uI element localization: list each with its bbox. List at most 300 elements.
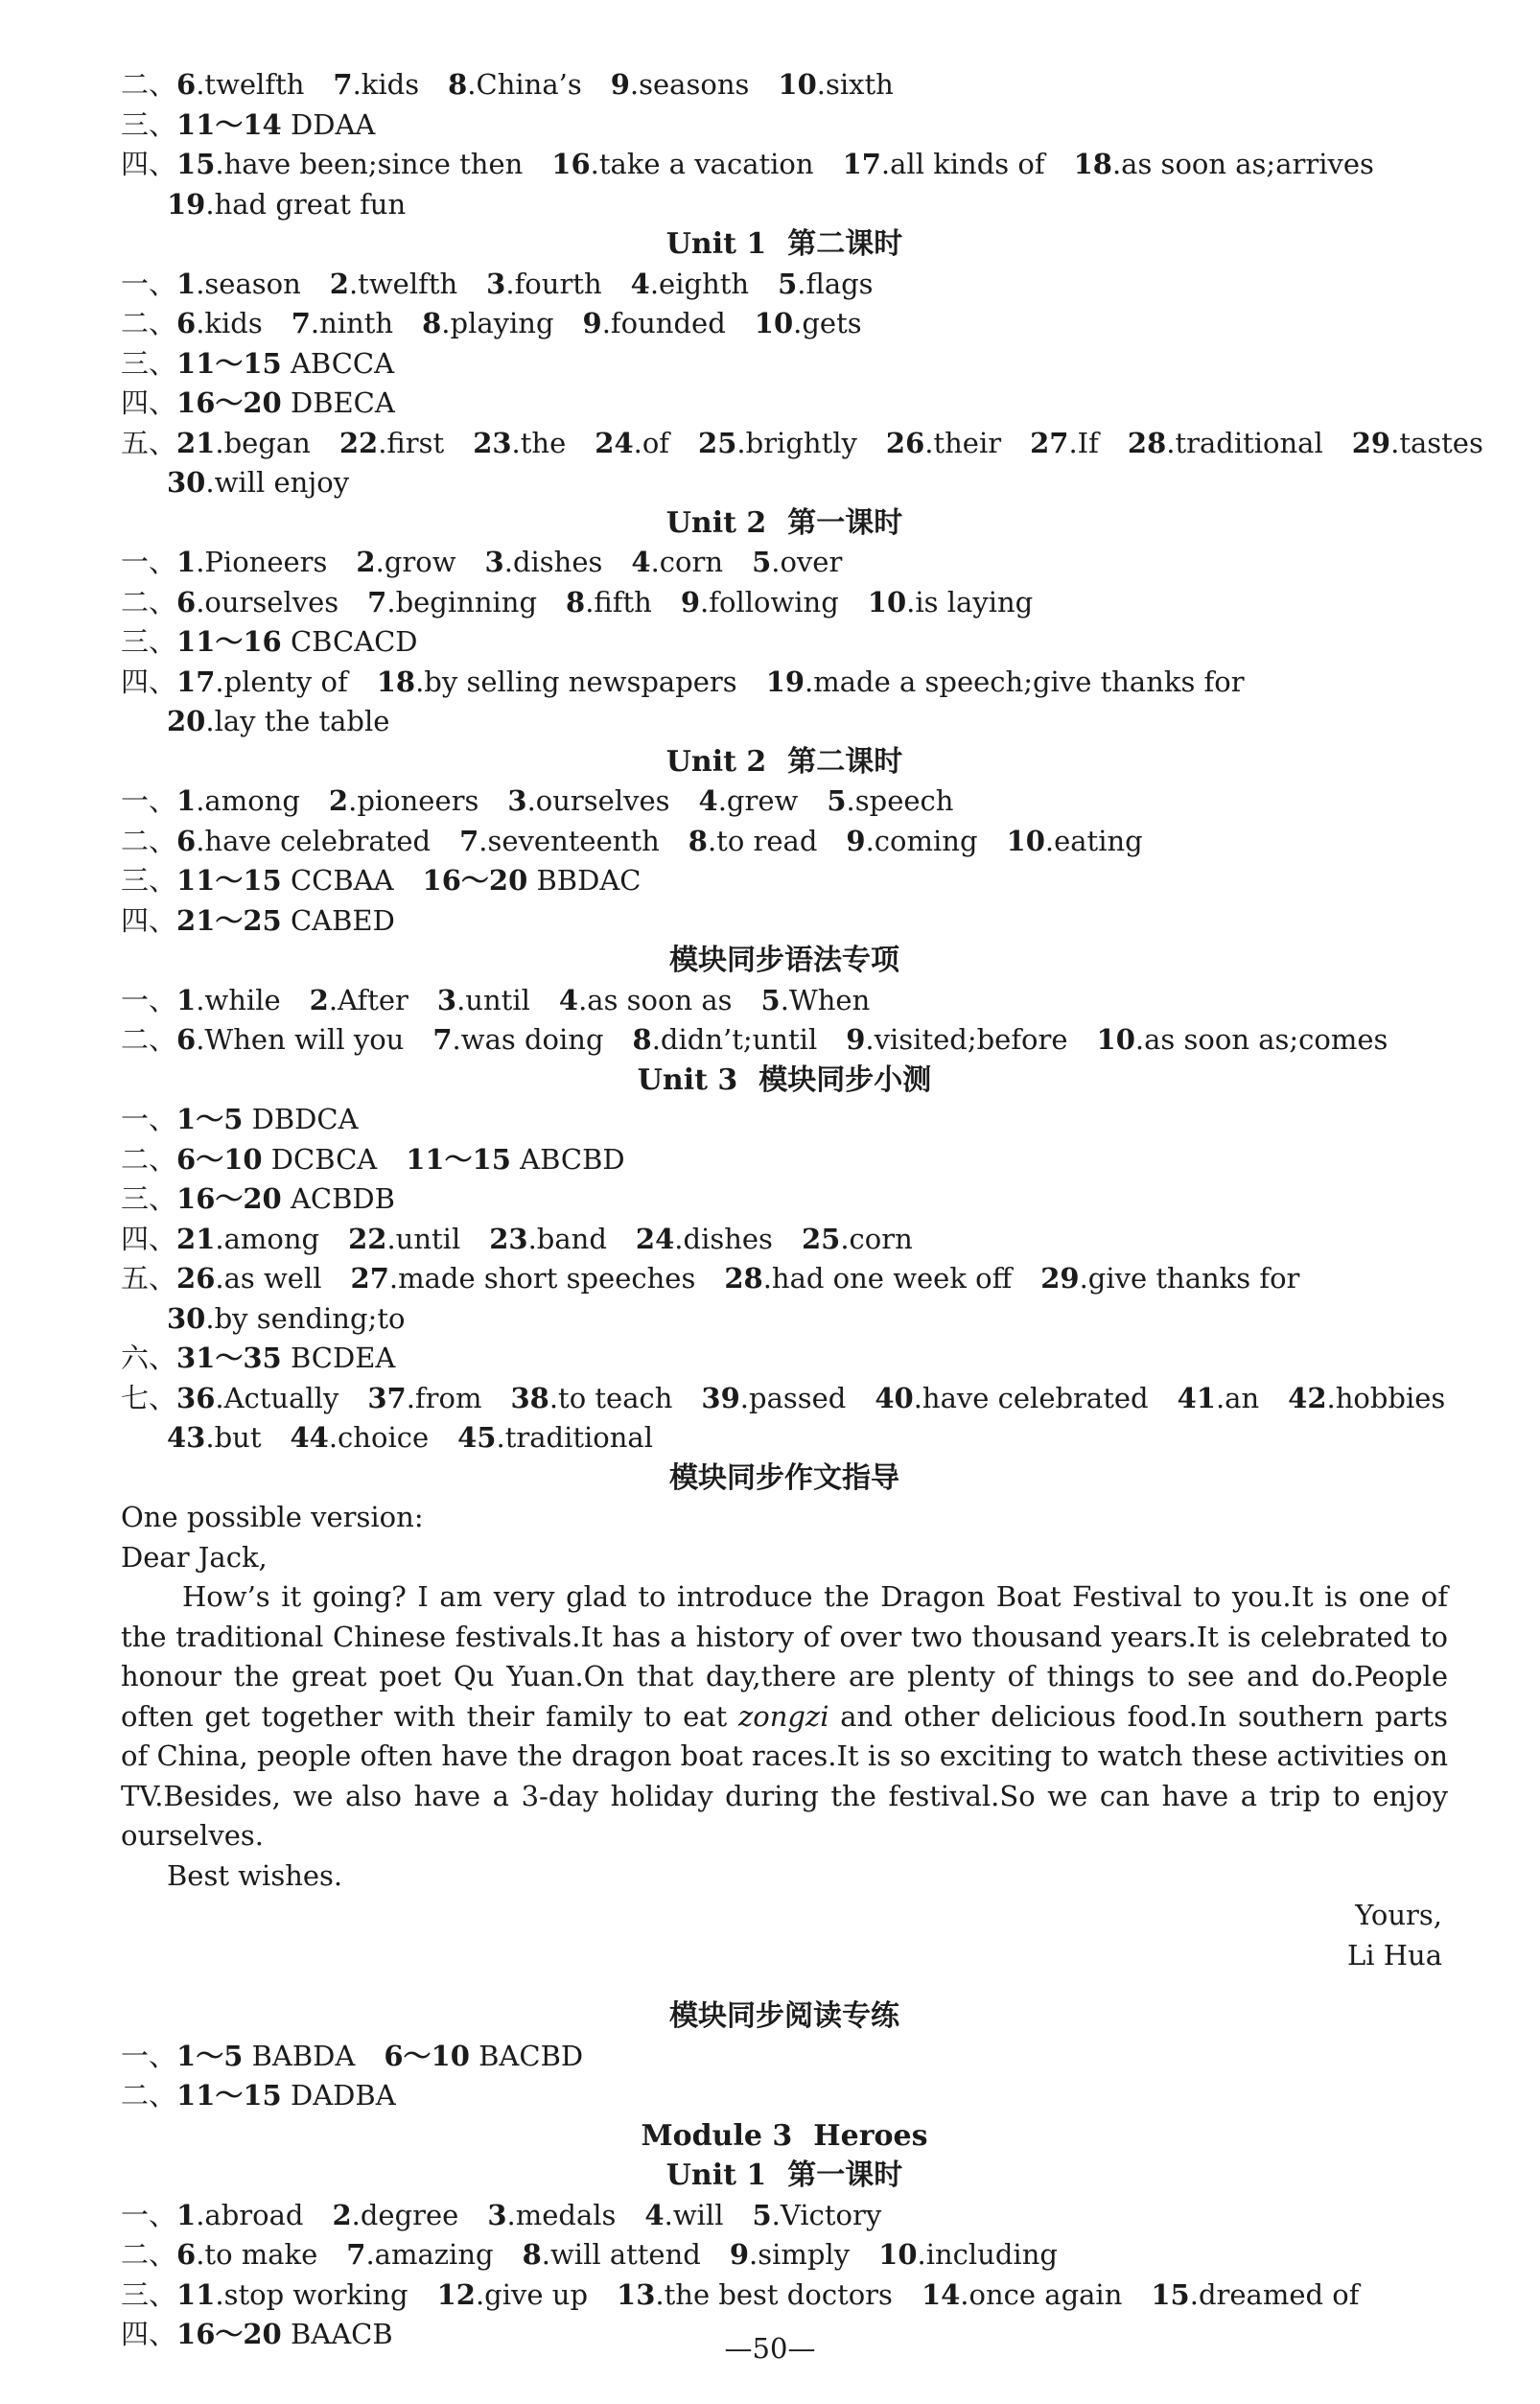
question-number: 31～35 xyxy=(176,1342,282,1374)
question-number: 27 xyxy=(1030,426,1069,459)
question-number: 22 xyxy=(338,426,379,459)
question-number: 18 xyxy=(376,665,416,698)
question-number: 4 xyxy=(558,983,579,1016)
question-number: 17 xyxy=(842,148,881,180)
section-heading: Unit 1 第二课时 xyxy=(665,227,903,261)
section-marker: 二、 xyxy=(121,824,177,857)
question-number: 1 xyxy=(176,2198,197,2231)
answer-item: 3.medals xyxy=(487,2198,617,2231)
answer-item: 14.once again xyxy=(921,2277,1123,2311)
section-marker: 三、 xyxy=(121,2277,177,2311)
answer-item: 8.China’s xyxy=(448,68,582,101)
answer-item: 1.Pioneers xyxy=(176,546,328,578)
question-number: 7 xyxy=(432,1023,453,1056)
answer-item: 6.twelfth xyxy=(176,68,305,101)
question-number: 2 xyxy=(309,983,329,1016)
answer-item: 1～5 BABDA xyxy=(176,2039,356,2072)
answer-item: 5.Victory xyxy=(752,2198,882,2231)
answer-line xyxy=(121,1538,1448,1578)
answer-item: 15.have been;since then xyxy=(176,148,524,180)
answer-item: 7.beginning xyxy=(367,585,538,619)
answer-item: 42.hobbies xyxy=(1288,1381,1446,1414)
answer-item: 21.among xyxy=(176,1222,320,1255)
question-number: 9 xyxy=(582,307,602,339)
answer-line xyxy=(121,1299,1448,1340)
answer-item: 18.as soon as;arrives xyxy=(1073,148,1374,180)
answer-item: 16～20 BBDAC xyxy=(422,864,642,897)
answer-item: 45.traditional xyxy=(457,1421,653,1454)
question-number: 30 xyxy=(167,1301,206,1335)
question-number: 9 xyxy=(680,585,701,619)
answer-line xyxy=(121,265,1448,305)
answer-item: 24.dishes xyxy=(635,1222,773,1255)
section-heading: Unit 3 模块同步小测 xyxy=(637,1062,932,1097)
question-number: 24 xyxy=(595,426,634,459)
question-number: 5 xyxy=(760,983,781,1016)
question-number: 3 xyxy=(436,983,457,1016)
answer-line xyxy=(121,981,1448,1021)
essay-paragraph: How’s it going? I am very glad to introduce the Dragon Boat Festival to you.It is one of the traditional Chinese festivals.It has a history of over two thousand years.It is celebrated to honour the great poet Qu Yuan.On that day,there are plenty of things to see and do.People often get together with their family to eat zongzi and other delicious food.In southern parts of China, people often have the dragon boat races.It is so exciting to watch these activities on TV.Besides, we also have a 3-day holiday during the festival.So we can have a trip to enjoy ourselves. xyxy=(121,1580,1448,1852)
answer-item: 5.flags xyxy=(778,267,874,300)
answer-item: 8.fifth xyxy=(566,585,652,619)
question-number: 28 xyxy=(1127,426,1167,459)
answer-item: 6.have celebrated xyxy=(176,824,432,857)
question-number: 6 xyxy=(176,585,197,619)
answer-item: 20.lay the table xyxy=(167,705,390,737)
question-number: 26 xyxy=(885,426,925,459)
answer-line xyxy=(121,1100,1448,1140)
question-number: 16～20 xyxy=(422,864,528,897)
question-number: 11～14 xyxy=(176,107,282,141)
question-number: 8 xyxy=(522,2238,542,2271)
answer-item: 6～10 BACBD xyxy=(384,2039,584,2072)
answer-item: 19.had great fun xyxy=(167,187,407,221)
section-marker: 一、 xyxy=(121,267,177,300)
question-number: 8 xyxy=(422,307,442,339)
answer-item: 2.degree xyxy=(332,2198,459,2231)
section-marker: 一、 xyxy=(121,983,177,1016)
answer-item: 28.traditional xyxy=(1127,426,1323,459)
answer-item: 18.by selling newspapers xyxy=(376,665,737,698)
answer-item: 9.seasons xyxy=(610,68,750,101)
question-number: 26 xyxy=(176,1262,216,1295)
answer-line xyxy=(121,1140,1448,1180)
answer-item: 5.speech xyxy=(827,784,954,817)
answer-item: 16～20 DBECA xyxy=(176,386,395,419)
answer-item: 29.give thanks for xyxy=(1040,1262,1300,1295)
answer-item: 7.seventeenth xyxy=(459,824,660,857)
answer-item: 10.eating xyxy=(1006,824,1143,857)
answer-item: 4.grew xyxy=(698,784,799,817)
answer-item: 5.When xyxy=(760,983,871,1016)
question-number: 11～15 xyxy=(176,346,282,380)
section-marker: 四、 xyxy=(121,903,177,937)
answer-line xyxy=(121,1498,1448,1538)
answer-line xyxy=(121,861,1448,901)
question-number: 9 xyxy=(610,68,630,101)
question-number: 9 xyxy=(846,1023,866,1056)
answer-line xyxy=(121,145,1448,185)
answer-line xyxy=(121,1418,1448,1459)
answer-item: 6.kids xyxy=(176,307,263,339)
section-marker: 三、 xyxy=(121,1182,177,1215)
question-number: 8 xyxy=(688,824,708,857)
answer-item: 11～16 CBCACD xyxy=(176,625,418,658)
question-number: 10 xyxy=(778,68,817,101)
answer-line xyxy=(121,65,1448,105)
section-marker: 四、 xyxy=(121,1222,177,1255)
answer-item: 8.didn’t;until xyxy=(632,1023,818,1056)
answer-item: 37.from xyxy=(367,1381,482,1414)
question-number: 3 xyxy=(484,546,504,578)
question-number: 10 xyxy=(1096,1023,1135,1056)
answer-item: 8.to read xyxy=(688,824,818,857)
answer-item: 3.fourth xyxy=(486,267,602,300)
answer-item: 24.of xyxy=(595,426,670,459)
answer-item: 38.to teach xyxy=(510,1381,673,1414)
question-number: 4 xyxy=(631,546,651,578)
answer-item: 17.plenty of xyxy=(176,665,348,698)
answer-item: 10.sixth xyxy=(778,68,894,101)
answer-item: 2.After xyxy=(309,983,408,1016)
question-number: 10 xyxy=(878,2238,918,2271)
answer-content xyxy=(121,65,1483,2355)
question-number: 19 xyxy=(167,187,206,221)
question-number: 10 xyxy=(754,307,794,339)
answer-line xyxy=(121,1259,1448,1299)
answer-item: 9.simply xyxy=(729,2238,851,2271)
question-number: 29 xyxy=(1040,1262,1080,1295)
answer-item: 10.including xyxy=(878,2238,1058,2271)
answer-item: 7.amazing xyxy=(346,2238,494,2271)
question-number: 3 xyxy=(486,267,506,300)
question-number: 6 xyxy=(176,824,197,857)
question-number: 1 xyxy=(176,546,197,578)
section-heading: 模块同步作文指导 xyxy=(669,1460,899,1495)
answer-line xyxy=(121,1020,1448,1061)
question-number: 16～20 xyxy=(176,2318,282,2350)
answer-item: 16～20 BAACB xyxy=(176,2318,393,2350)
answer-item: One possible version: xyxy=(121,1501,424,1533)
question-number: 6 xyxy=(176,1023,197,1056)
section-marker: 一、 xyxy=(121,2039,177,2072)
section-marker: 四、 xyxy=(121,148,177,180)
answer-item: 40.have celebrated xyxy=(875,1381,1149,1414)
question-number: 36 xyxy=(176,1381,216,1414)
answer-item: 1.while xyxy=(176,983,281,1016)
answer-line xyxy=(121,2235,1448,2276)
answer-item: 9.coming xyxy=(846,824,978,857)
answer-item: 30.by sending;to xyxy=(167,1301,406,1335)
section-marker: 四、 xyxy=(121,2318,177,2350)
question-number: 20 xyxy=(167,705,206,737)
question-number: 5 xyxy=(752,2198,772,2231)
answer-item: 26.as well xyxy=(176,1262,322,1295)
question-number: 13 xyxy=(617,2277,656,2311)
section-marker: 三、 xyxy=(121,864,177,897)
answer-line xyxy=(121,105,1448,146)
question-number: 37 xyxy=(367,1381,407,1414)
question-number: 6～10 xyxy=(384,2039,470,2072)
question-number: 27 xyxy=(350,1262,389,1295)
question-number: 2 xyxy=(356,546,376,578)
answer-line xyxy=(121,822,1448,862)
section-marker: 五、 xyxy=(121,1262,177,1295)
answer-item: 3.until xyxy=(436,983,530,1016)
answer-line xyxy=(121,384,1448,424)
section-marker: 三、 xyxy=(121,346,177,380)
section-heading: 模块同步阅读专练 xyxy=(669,1999,899,2033)
answer-line xyxy=(121,543,1448,583)
question-number: 2 xyxy=(329,267,349,300)
signature-line: Yours, xyxy=(1355,1899,1442,1931)
answer-item: 11～15 DADBA xyxy=(176,2079,396,2112)
answer-item: 16～20 ACBDB xyxy=(176,1182,395,1215)
question-number: 21～25 xyxy=(176,903,282,937)
question-number: 16 xyxy=(551,148,591,180)
question-number: 6 xyxy=(176,2238,197,2271)
answer-item: 5.over xyxy=(752,546,843,578)
question-number: 30 xyxy=(167,466,206,499)
answer-item: 26.their xyxy=(885,426,1002,459)
answer-item: 1.abroad xyxy=(176,2198,304,2231)
answer-line xyxy=(121,2276,1448,2316)
answer-item: 1～5 DBDCA xyxy=(176,1103,359,1135)
question-number: 11～15 xyxy=(176,2079,282,2112)
answer-item: 6.ourselves xyxy=(176,585,339,619)
answer-item: 12.give up xyxy=(436,2277,589,2311)
question-number: 38 xyxy=(510,1381,549,1414)
question-number: 12 xyxy=(436,2277,476,2311)
section-marker: 三、 xyxy=(121,625,177,658)
section-marker: 一、 xyxy=(121,784,177,817)
answer-item: 31～35 BCDEA xyxy=(176,1342,396,1374)
answer-item: 8.playing xyxy=(422,307,554,339)
question-number: 4 xyxy=(630,267,650,300)
question-number: 41 xyxy=(1177,1381,1216,1414)
answer-item: 2.grow xyxy=(356,546,456,578)
question-number: 43 xyxy=(167,1421,206,1454)
section-marker: 二、 xyxy=(121,2079,177,2112)
question-number: 7 xyxy=(367,585,387,619)
answer-item: 28.had one week off xyxy=(724,1262,1013,1295)
answer-line xyxy=(121,583,1448,623)
answer-item: 3.dishes xyxy=(484,546,603,578)
answer-item: 30.will enjoy xyxy=(167,466,350,499)
answer-item: 4.as soon as xyxy=(558,983,733,1016)
question-number: 10 xyxy=(1006,824,1045,857)
question-number: 16～20 xyxy=(176,386,282,419)
question-number: 1～5 xyxy=(176,2039,244,2072)
question-number: 7 xyxy=(459,824,479,857)
page-number: —50— xyxy=(724,2332,816,2365)
answer-line xyxy=(121,782,1448,822)
section-marker: 三、 xyxy=(121,107,177,141)
answer-line xyxy=(121,622,1448,663)
question-number: 21 xyxy=(176,1222,216,1255)
question-number: 3 xyxy=(507,784,527,817)
question-number: 16～20 xyxy=(176,1182,282,1215)
answer-item: 44.choice xyxy=(290,1421,430,1454)
answer-line xyxy=(121,2196,1448,2236)
section-heading: Unit 2 第二课时 xyxy=(665,744,903,779)
question-number: 7 xyxy=(346,2238,366,2271)
section-marker: 二、 xyxy=(121,1023,177,1056)
answer-item: Dear Jack, xyxy=(121,1540,268,1574)
answer-item: 11.stop working xyxy=(176,2277,408,2311)
question-number: 25 xyxy=(801,1222,841,1255)
section-marker: 五、 xyxy=(121,426,177,459)
section-marker: 二、 xyxy=(121,68,177,101)
answer-item: 22.first xyxy=(338,426,445,459)
answer-item: 13.the best doctors xyxy=(617,2277,893,2311)
answer-item: 27.If xyxy=(1030,426,1099,459)
section-marker: 二、 xyxy=(121,585,177,619)
answer-line xyxy=(121,663,1448,703)
question-number: 6 xyxy=(176,68,197,101)
answer-item: 6～10 DCBCA xyxy=(176,1142,378,1176)
answer-item: 11～15 CCBAA xyxy=(176,864,394,897)
question-number: 29 xyxy=(1351,426,1391,459)
section-heading: Unit 2 第一课时 xyxy=(665,505,903,540)
section-heading: Module 3 Heroes xyxy=(641,2118,928,2153)
answer-item: 11～14 DDAA xyxy=(176,107,376,141)
section-heading: 模块同步语法专项 xyxy=(669,944,899,977)
section-marker: 二、 xyxy=(121,307,177,339)
question-number: 7 xyxy=(291,307,311,339)
section-heading: Unit 1 第一课时 xyxy=(665,2159,903,2192)
answer-item: 23.the xyxy=(473,426,567,459)
section-marker: 七、 xyxy=(121,1381,177,1414)
section-marker: 二、 xyxy=(121,1142,177,1176)
answer-line xyxy=(121,901,1448,942)
question-number: 8 xyxy=(632,1023,652,1056)
question-number: 14 xyxy=(921,2277,961,2311)
answer-item: 11～15 ABCBD xyxy=(406,1142,625,1176)
answer-item: Best wishes. xyxy=(167,1858,343,1892)
answer-line xyxy=(121,344,1448,385)
question-number: 5 xyxy=(827,784,847,817)
answer-item: 1.among xyxy=(176,784,300,817)
signature-line: Li Hua xyxy=(1346,1938,1442,1972)
answer-item: 10.is laying xyxy=(867,585,1034,619)
answer-line xyxy=(121,1339,1448,1379)
answer-line xyxy=(121,2076,1448,2116)
answer-item: 10.as soon as;comes xyxy=(1096,1023,1388,1056)
answer-item: 25.brightly xyxy=(698,426,857,459)
question-number: 11～16 xyxy=(176,625,282,658)
question-number: 1 xyxy=(176,983,197,1016)
question-number: 9 xyxy=(729,2238,750,2271)
answer-item: 6.to make xyxy=(176,2238,318,2271)
answer-item: 43.but xyxy=(167,1421,262,1454)
question-number: 15 xyxy=(176,148,216,180)
answer-item: 10.gets xyxy=(754,307,862,339)
question-number: 1 xyxy=(176,784,197,817)
question-number: 28 xyxy=(724,1262,763,1295)
answer-line xyxy=(121,1856,1448,1897)
answer-item: 4.will xyxy=(644,2198,724,2231)
italic-term: zongzi xyxy=(737,1699,829,1733)
answer-item: 2.pioneers xyxy=(328,784,479,817)
question-number: 40 xyxy=(875,1381,914,1414)
question-number: 2 xyxy=(328,784,349,817)
question-number: 18 xyxy=(1073,148,1112,180)
answer-item: 27.made short speeches xyxy=(350,1262,696,1295)
answer-item: 4.corn xyxy=(631,546,724,578)
answer-line xyxy=(121,185,1448,225)
answer-item: 15.dreamed of xyxy=(1151,2277,1360,2311)
question-number: 11～15 xyxy=(176,864,282,897)
answer-line xyxy=(121,1379,1448,1419)
answer-item: 21～25 CABED xyxy=(176,903,395,937)
question-number: 5 xyxy=(778,267,798,300)
question-number: 21 xyxy=(176,426,216,459)
answer-item: 7.kids xyxy=(333,68,420,101)
question-number: 15 xyxy=(1151,2277,1190,2311)
answer-item: 22.until xyxy=(348,1222,461,1255)
answer-item: 19.made a speech;give thanks for xyxy=(765,665,1245,698)
question-number: 24 xyxy=(635,1222,675,1255)
question-number: 4 xyxy=(644,2198,665,2231)
answer-line xyxy=(121,2037,1448,2077)
answer-item: 16.take a vacation xyxy=(551,148,814,180)
answer-item: 9.visited;before xyxy=(846,1023,1068,1056)
question-number: 10 xyxy=(867,585,907,619)
question-number: 8 xyxy=(448,68,468,101)
answer-item: 7.was doing xyxy=(432,1023,604,1056)
question-number: 5 xyxy=(752,546,772,578)
section-marker: 一、 xyxy=(121,546,177,578)
answer-item: 11～15 ABCCA xyxy=(176,346,395,380)
question-number: 11 xyxy=(176,2277,216,2311)
answer-item: 21.began xyxy=(176,426,311,459)
answer-line xyxy=(121,424,1483,464)
answer-item: 36.Actually xyxy=(176,1381,339,1414)
question-number: 44 xyxy=(290,1421,329,1454)
answer-line xyxy=(121,702,1448,742)
question-number: 6 xyxy=(176,307,197,339)
question-number: 22 xyxy=(348,1222,387,1255)
section-marker: 一、 xyxy=(121,2198,177,2231)
section-marker: 二、 xyxy=(121,2238,177,2271)
answer-line xyxy=(121,1220,1448,1260)
answer-item: 39.passed xyxy=(701,1381,847,1414)
question-number: 4 xyxy=(698,784,718,817)
question-number: 25 xyxy=(698,426,737,459)
answer-item: 7.ninth xyxy=(291,307,394,339)
section-marker: 四、 xyxy=(121,665,177,698)
section-marker: 六、 xyxy=(121,1342,177,1374)
question-number: 6～10 xyxy=(176,1142,263,1176)
answer-item: 8.will attend xyxy=(522,2238,701,2271)
section-marker: 四、 xyxy=(121,386,177,419)
answer-line xyxy=(121,463,1448,503)
question-number: 9 xyxy=(846,824,866,857)
answer-item: 25.corn xyxy=(801,1222,913,1255)
spacer xyxy=(121,1975,1448,1996)
question-number: 1～5 xyxy=(176,1103,244,1135)
question-number: 42 xyxy=(1288,1381,1327,1414)
answer-item: 1.season xyxy=(176,267,301,300)
answer-item: 29.tastes xyxy=(1351,426,1483,459)
question-number: 39 xyxy=(701,1381,740,1414)
question-number: 3 xyxy=(487,2198,507,2231)
question-number: 1 xyxy=(176,267,197,300)
question-number: 7 xyxy=(333,68,353,101)
answer-item: 6.When will you xyxy=(176,1023,405,1056)
answer-item: 2.twelfth xyxy=(329,267,458,300)
